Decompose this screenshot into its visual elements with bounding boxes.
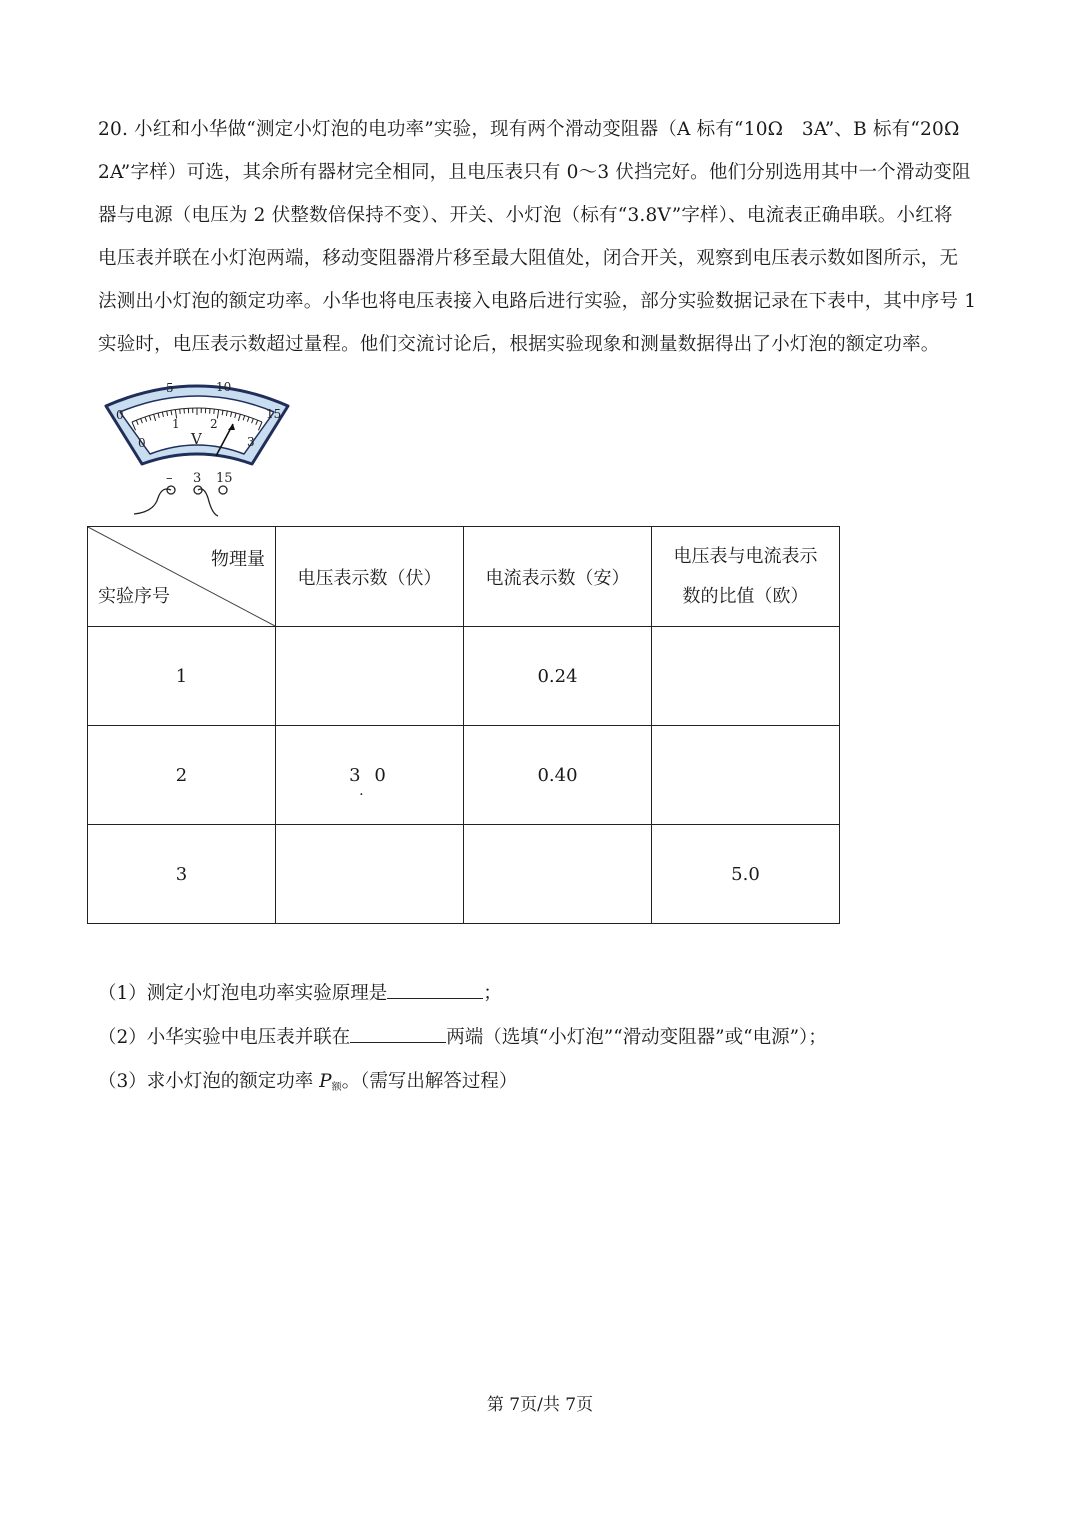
cell-index: 2 — [88, 726, 276, 825]
problem-text — [98, 108, 986, 366]
data-table — [87, 526, 840, 924]
question-3-end: 。（需写出解答过程） — [341, 1071, 518, 1092]
problem-line: 2A”字样）可选，其余所有器材完全相同，且电压表只有 0～3 伏挡完好。他们分别选用其中一个滑动变阻 — [98, 162, 971, 183]
problem-line: 器与电源（电压为 2 伏整数倍保持不变）、开关、小灯泡（标有“3.8V”字样）、电流表正确串联。小红将 — [98, 205, 953, 226]
meter-inner-label: 1 — [172, 417, 180, 431]
terminal-label: 3 — [193, 471, 202, 486]
corner-header-index: 实验序号 — [98, 586, 170, 607]
wire — [134, 489, 171, 514]
cell-current — [464, 825, 652, 924]
cell-voltage-dot: . — [359, 782, 368, 799]
meter-unit-label: V — [191, 430, 202, 448]
cell-ratio — [652, 627, 840, 726]
meter-outer-label: 15 — [266, 407, 282, 421]
header-ratio — [652, 527, 840, 627]
answer-blank-2[interactable] — [350, 1022, 446, 1043]
power-symbol: P — [319, 1071, 332, 1092]
meter-tick — [214, 409, 215, 414]
cell-index: 1 — [88, 627, 276, 726]
header-current: 电流表示数（安） — [464, 527, 652, 627]
question-3-text: （3）求小灯泡的额定功率 — [98, 1071, 320, 1092]
table-row — [88, 726, 840, 825]
header-voltage: 电压表示数（伏） — [276, 527, 464, 627]
question-2-end: 两端（选填“小灯泡”“滑动变阻器”或“电源”）； — [446, 1027, 827, 1048]
question-3 — [98, 1060, 827, 1110]
header-ratio-line2: 数的比值（欧） — [682, 585, 809, 607]
voltmeter-figure — [92, 374, 302, 522]
meter-outer-label: 5 — [166, 381, 174, 395]
cell-voltage — [276, 726, 464, 825]
page-footer: 第 7页/共 7页 — [486, 1395, 594, 1415]
table-corner-header — [88, 527, 276, 627]
answer-blank-1[interactable] — [387, 978, 483, 999]
cell-ratio — [652, 726, 840, 825]
cell-voltage-value: 3 0 — [349, 764, 390, 786]
meter-inner-label: 2 — [210, 417, 218, 431]
table-row — [88, 825, 840, 924]
questions — [98, 972, 827, 1110]
cell-index: 3 — [88, 825, 276, 924]
header-ratio-line1: 电压表与电流表示 — [673, 545, 818, 567]
corner-header-quantity: 物理量 — [211, 549, 265, 570]
problem-line: 电压表并联在小灯泡两端，移动变阻器滑片移至最大阻值处，闭合开关，观察到电压表示数如图所示，无 — [98, 248, 959, 269]
question-2-text: （2）小华实验中电压表并联在 — [98, 1027, 351, 1048]
question-1 — [98, 972, 827, 1016]
cell-voltage — [276, 627, 464, 726]
cell-ratio: 5.0 — [652, 825, 840, 924]
problem-line: 实验时，电压表示数超过量程。他们交流讨论后，根据实验现象和测量数据得出了小灯泡的额定功率。 — [98, 334, 940, 355]
question-1-text: （1）测定小灯泡电功率实验原理是 — [98, 983, 388, 1004]
meter-inner-label: 3 — [247, 435, 255, 449]
meter-tick — [180, 409, 181, 414]
problem-line: 法测出小灯泡的额定功率。小华也将电压表接入电路后进行实验，部分实验数据记录在下表中，其中序号 1 — [98, 291, 977, 312]
terminal-label: – — [166, 471, 173, 486]
terminal-15v — [219, 486, 227, 494]
meter-inner-label: 0 — [138, 436, 146, 450]
cell-current: 0.40 — [464, 726, 652, 825]
meter-outer-label: 0 — [116, 408, 124, 422]
table-row — [88, 627, 840, 726]
problem-line: 20. 小红和小华做“测定小灯泡的电功率”实验，现有两个滑动变阻器（A 标有“10Ω 3A”、B 标有“20Ω — [98, 119, 960, 140]
power-subscript: 额 — [331, 1082, 342, 1093]
terminal-label: 15 — [216, 471, 233, 486]
question-2 — [98, 1016, 827, 1060]
cell-current: 0.24 — [464, 627, 652, 726]
cell-voltage — [276, 825, 464, 924]
meter-outer-label: 10 — [216, 380, 232, 394]
question-1-end: ； — [483, 983, 502, 1004]
